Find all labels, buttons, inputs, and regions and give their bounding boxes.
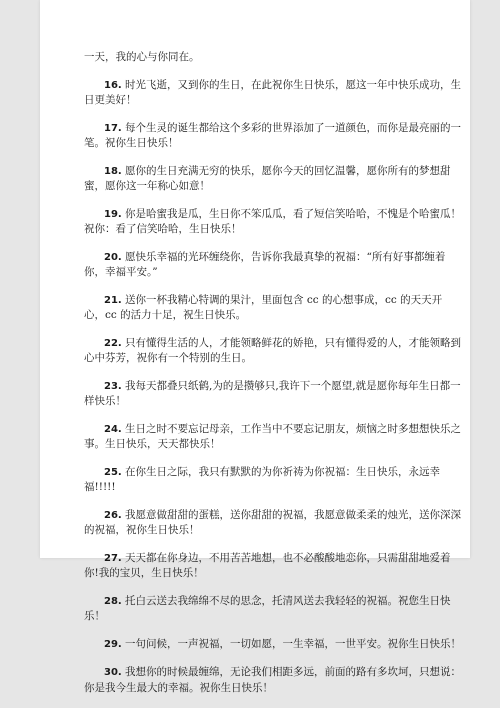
item-text: 愿快乐幸福的光环缠绕你，告诉你我最真挚的祝福：“所有好事都缠着你，幸福平安。”: [84, 250, 446, 278]
list-item: [84, 551, 462, 581]
item-number: 27.: [104, 552, 122, 564]
list-item: [84, 594, 462, 624]
intro-line: 一天，我的心与你同在。: [84, 51, 200, 63]
item-number: 18.: [104, 165, 122, 177]
item-text: 每个生灵的诞生都给这个多彩的世界添加了一道颜色，而你是最亮丽的一笔。祝你生日快乐！: [84, 121, 462, 149]
item-text: 一句问候，一声祝福，一切如愿，一生幸福，一世平安。祝你生日快乐！: [121, 637, 462, 650]
item-text: 送你一杯我精心特调的果汁，里面包含 cc 的心想事成，cc 的天天开心，cc 的活力十足，祝生日快乐。: [84, 293, 443, 321]
item-number: 30.: [104, 667, 122, 678]
item-number: 16.: [104, 79, 122, 91]
list-item: [84, 250, 462, 280]
list-item: [84, 508, 462, 538]
item-text: 我每天都叠只纸鹤,为的是攒够只,我许下一个愿望,就是愿你每年生日都一样快乐！: [84, 379, 461, 407]
item-number: 26.: [104, 509, 122, 521]
item-text: 你是哈蜜我是瓜，生日你不笨瓜瓜，看了短信笑哈哈，不愧是个哈蜜瓜！祝你：看了信笑哈哈，生日快乐！: [84, 207, 462, 235]
item-number: 25.: [104, 466, 122, 478]
item-number: 17.: [104, 122, 122, 134]
list-item: [84, 637, 462, 653]
list-item: [84, 78, 462, 108]
item-text: 天天都在你身边，不用苦苦地想，也不必酸酸地恋你，只需甜甜地爱着你!我的宝贝，生日快乐！: [84, 551, 451, 579]
list-item: [84, 164, 462, 194]
list-item: [84, 121, 462, 151]
item-number: 28.: [104, 595, 122, 607]
list-item: [84, 465, 462, 495]
item-number: 29.: [104, 638, 122, 650]
document-page: [40, 0, 470, 694]
item-text: 托白云送去我绵绵不尽的思念，托清风送去我轻轻的祝福。祝您生日快乐！: [84, 594, 451, 622]
item-number: 19.: [104, 208, 122, 220]
item-text: 只有懂得生活的人，才能领略鲜花的娇艳，只有懂得爱的人，才能领略到心中芬芳，祝你有一个特别的生日。: [84, 336, 462, 364]
item-text: 愿你的生日充满无穷的快乐，愿你今天的回忆温馨，愿你所有的梦想甜蜜，愿你这一年称心如意！: [84, 164, 451, 192]
list-item: [84, 665, 462, 695]
item-text: 我愿意做甜甜的蛋糕，送你甜甜的祝福，我愿意做柔柔的烛光，送你深深的祝福，祝你生日快乐！: [84, 508, 462, 536]
item-text: 我想你的时候最缠绵，无论我们相距多远，前面的路有多坎坷，只想说：你是我今生最大的幸福。祝你生日快乐！: [84, 666, 462, 694]
item-number: 21.: [104, 294, 122, 306]
item-number: 20.: [104, 251, 122, 263]
item-number: 22.: [104, 337, 122, 349]
list-item: [84, 207, 462, 237]
item-number: 23.: [104, 380, 122, 392]
item-number: 24.: [104, 423, 122, 435]
document-body: [84, 50, 462, 708]
list-item: [84, 422, 462, 452]
list-item: [84, 293, 462, 323]
list-item: [84, 379, 462, 409]
item-text: 生日之时不要忘记母亲，工作当中不要忘记朋友，烦恼之时多想想快乐之事。生日快乐，天天都快乐！: [84, 422, 462, 450]
list-item: [84, 336, 462, 366]
item-text: 时光飞逝，又到你的生日，在此祝你生日快乐，愿这一年中快乐成功，生日更美好！: [84, 78, 462, 106]
item-text: 在你生日之际，我只有默默的为你祈祷为你祝福：生日快乐，永远幸福!!!!!: [84, 465, 441, 493]
